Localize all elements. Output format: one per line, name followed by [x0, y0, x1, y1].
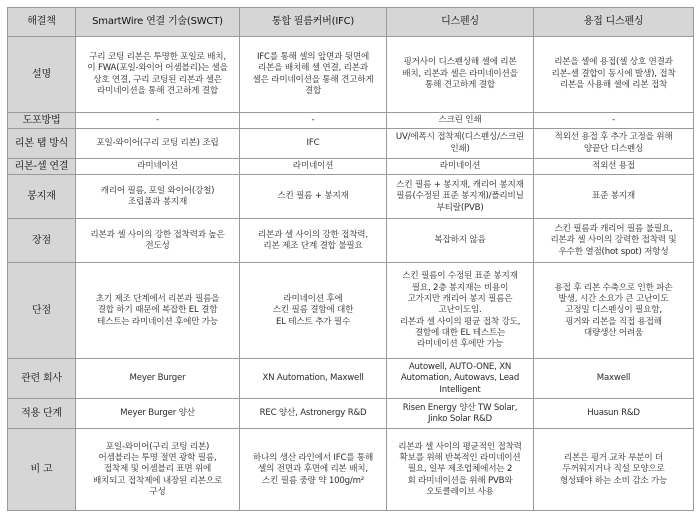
cell-weld-dispensing: 리본은 핑거 교차 부분이 더 두꺼워지거나 직설 모양으로 형성돼야 하는 소비 감소 가능 [534, 429, 694, 511]
cell-dispensing: UV/에폭시 접착제(디스펜싱/스크린 인쇄) [387, 129, 534, 159]
row-label: 봉지재 [8, 175, 76, 219]
cell-dispensing: Autowell, AUTO-ONE, XN Automation, Autowavs, Lead Intelligent [387, 359, 534, 399]
cell-weld-dispensing: Maxwell [534, 359, 694, 399]
header-ifc: 통합 필름커버(IFC) [240, 8, 387, 37]
cell-swct: 라미네이션 [76, 159, 240, 175]
cell-ifc: 스킨 필름 + 봉지재 [240, 175, 387, 219]
row-label: 리본 탭 방식 [8, 129, 76, 159]
cell-ifc: IFC를 통해 셀의 앞면과 뒷면에 리본을 배치해 셀 연결, 리본과 셀은 라미네이션을 통해 견고하게 결합 [240, 37, 387, 113]
cell-swct: - [76, 113, 240, 129]
cell-ifc: XN Automation, Maxwell [240, 359, 387, 399]
cell-dispensing: 스크린 인쇄 [387, 113, 534, 129]
row-disadvantages [8, 263, 694, 359]
row-label: 비 고 [8, 429, 76, 511]
row-label: 장점 [8, 219, 76, 263]
header-solution: 해결책 [8, 8, 76, 37]
row-advantages [8, 219, 694, 263]
cell-ifc: - [240, 113, 387, 129]
cell-dispensing: 스킨 필름이 수정된 표준 봉지재 필요, 2층 봉지재는 비용이 고가지만 캐리어 봉지 필름은 고난이도임. 리본과 셀 사이의 평균 접착 강도, 결함에 대한 EL 테스트는 라미네이션 후에만 가능 [387, 263, 534, 359]
row-label: 관련 회사 [8, 359, 76, 399]
header-dispensing: 디스펜싱 [387, 8, 534, 37]
cell-dispensing: 핑거사이 디스펜싱해 셀에 리본 배치, 리본과 셀은 라미네이션을 통해 견고하게 결합 [387, 37, 534, 113]
cell-swct: 캐리어 필름, 포일 와이어(강철) 조립품과 봉지재 [76, 175, 240, 219]
row-ribbon-cell-connection [8, 159, 694, 175]
row-application-stage [8, 399, 694, 429]
cell-dispensing: 복잡하지 않음 [387, 219, 534, 263]
row-label: 리본-셀 연결 [8, 159, 76, 175]
cell-ifc: 리본과 셀 사이의 강한 접착력, 리본 제조 단계 결합 불필요 [240, 219, 387, 263]
row-remarks [8, 429, 694, 511]
cell-dispensing: Risen Energy 양산 TW Solar, Jinko Solar R&D [387, 399, 534, 429]
row-label: 도포방법 [8, 113, 76, 129]
row-label: 적용 단계 [8, 399, 76, 429]
cell-ifc: IFC [240, 129, 387, 159]
cell-ifc: 라미네이션 후에 스킨 필름 결함에 대한 EL 테스트 추가 필수 [240, 263, 387, 359]
cell-weld-dispensing: 적외선 용접 [534, 159, 694, 175]
cell-ifc: 하나의 생산 라인에서 IFC를 통해 셀의 전면과 후면에 리본 배치, 스킨 필름 중량 약 100g/m² [240, 429, 387, 511]
cell-weld-dispensing: 용접 후 리본 수축으로 인한 파손 발생, 시간 소요가 큰 고난이도 고정밀 디스펜싱이 필요함, 핑거와 리본을 직접 용접해 대량생산 어려움 [534, 263, 694, 359]
cell-dispensing: 스킨 필름 + 봉지재, 캐리어 봉지재 필름(수정된 표준 봉지재)/폴리비닐 부티랄(PVB) [387, 175, 534, 219]
cell-swct: 포일-와이어(구리 코팅 리본) 조립 [76, 129, 240, 159]
cell-swct: 포일-와이어(구리 코팅 리본) 어셈블리는 투명 절연 광학 필름, 접착제 및 어셈블리 표면 위에 배치되고 접착제에 내장된 리본으로 구성 [76, 429, 240, 511]
row-application-method [8, 113, 694, 129]
cell-ifc: 라미네이션 [240, 159, 387, 175]
cell-weld-dispensing: 표준 봉지재 [534, 175, 694, 219]
cell-weld-dispensing: 적외선 용접 후 추가 고정을 위해 양끝단 디스펜싱 [534, 129, 694, 159]
comparison-table [7, 7, 694, 511]
cell-ifc: REC 양산, Astronergy R&D [240, 399, 387, 429]
cell-swct: Meyer Burger [76, 359, 240, 399]
cell-swct: 초기 제조 단계에서 리본과 필름을 결합 하기 때문에 복잡한 EL 결함 테스트는 라미네이션 후에만 가능 [76, 263, 240, 359]
row-description [8, 37, 694, 113]
row-related-companies [8, 359, 694, 399]
cell-swct: Meyer Burger 양산 [76, 399, 240, 429]
cell-weld-dispensing: 스킨 필름과 캐리어 필름 불필요, 리본과 셀 사이의 강력한 접착력 및 우수한 열점(hot spot) 저항성 [534, 219, 694, 263]
cell-dispensing: 리본과 셀 사이의 평균적인 접착력 확보를 위해 반복적인 라미네이션 필요, 일부 제조업체에서는 2 회 라미네이션을 위해 PVB와 오토클레이브 사용 [387, 429, 534, 511]
row-label: 설명 [8, 37, 76, 113]
header-swct: SmartWire 연결 기술(SWCT) [76, 8, 240, 37]
cell-weld-dispensing: Huasun R&D [534, 399, 694, 429]
cell-swct: 구리 코팅 리본은 투명한 포일로 배치, 이 FWA(포일-와이어 어셈블리)는 셀을 상호 연결, 구리 코팅된 리본과 셀은 라미네이션을 통해 견고하게 결합 [76, 37, 240, 113]
row-label: 단점 [8, 263, 76, 359]
cell-weld-dispensing: 리본을 셀에 용접(셀 상호 연결과 리본-셀 결합이 동시에 발생), 접착 리본을 사용해 셀에 리본 접착 [534, 37, 694, 113]
cell-dispensing: 라미네이션 [387, 159, 534, 175]
row-encapsulant [8, 175, 694, 219]
cell-weld-dispensing: - [534, 113, 694, 129]
row-ribbon-tab-method [8, 129, 694, 159]
header-weld-dispensing: 용접 디스펜싱 [534, 8, 694, 37]
cell-swct: 리본과 셀 사이의 강한 접착력과 높은 전도성 [76, 219, 240, 263]
header-row [8, 8, 694, 37]
